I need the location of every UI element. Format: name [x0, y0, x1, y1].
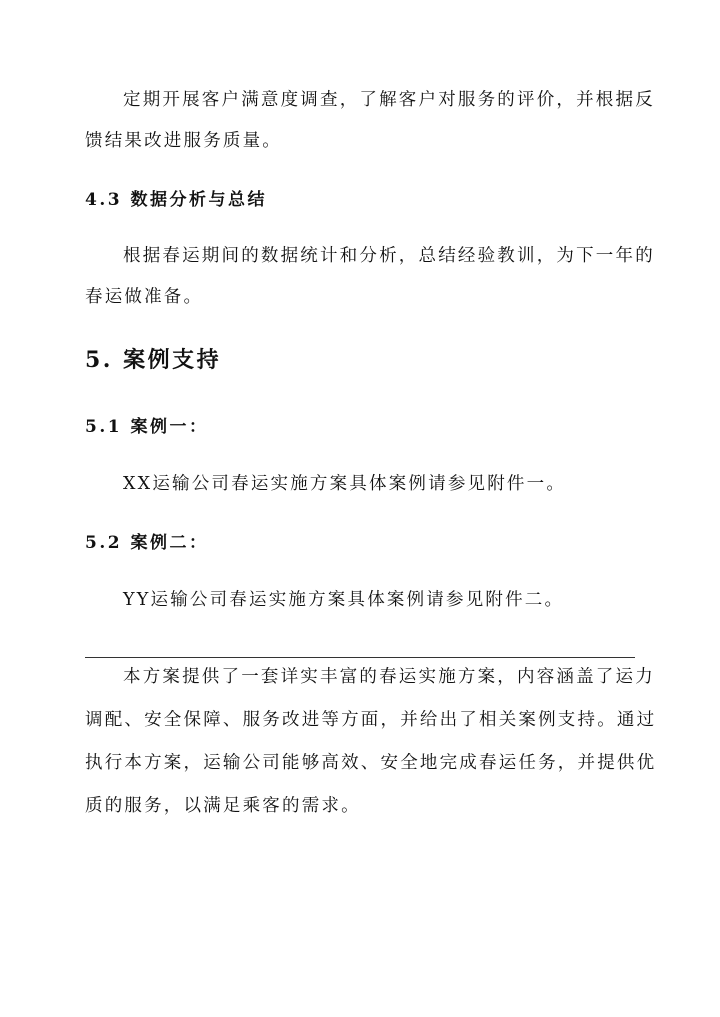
section-heading-5: 5. 案例支持	[85, 347, 222, 373]
paragraph-line: 春运做准备。	[85, 287, 204, 307]
paragraph-line: 馈结果改进服务质量。	[85, 131, 282, 151]
case-1-text: XX运输公司春运实施方案具体案例请参见附件一。	[123, 474, 567, 494]
horizontal-rule	[85, 657, 635, 658]
paragraph-line: 根据春运期间的数据统计和分析，总结经验教训，为下一年的	[123, 246, 655, 266]
paragraph-line: 定期开展客户满意度调查，了解客户对服务的评价，并根据反	[123, 90, 655, 110]
paragraph-line: 质的服务，以满足乘客的需求。	[85, 796, 361, 816]
section-heading-5-1: 5.1 案例一：	[85, 417, 209, 437]
case-2-text: YY运输公司春运实施方案具体案例请参见附件二。	[123, 590, 565, 610]
paragraph-line: 执行本方案，运输公司能够高效、安全地完成春运任务，并提供优	[85, 753, 657, 773]
paragraph-line: 调配、安全保障、服务改进等方面，并给出了相关案例支持。通过	[85, 710, 657, 730]
paragraph-line: 本方案提供了一套详实丰富的春运实施方案，内容涵盖了运力	[123, 667, 655, 687]
section-heading-5-2: 5.2 案例二：	[85, 533, 209, 553]
section-heading-4-3: 4.3 数据分析与总结	[85, 190, 267, 210]
